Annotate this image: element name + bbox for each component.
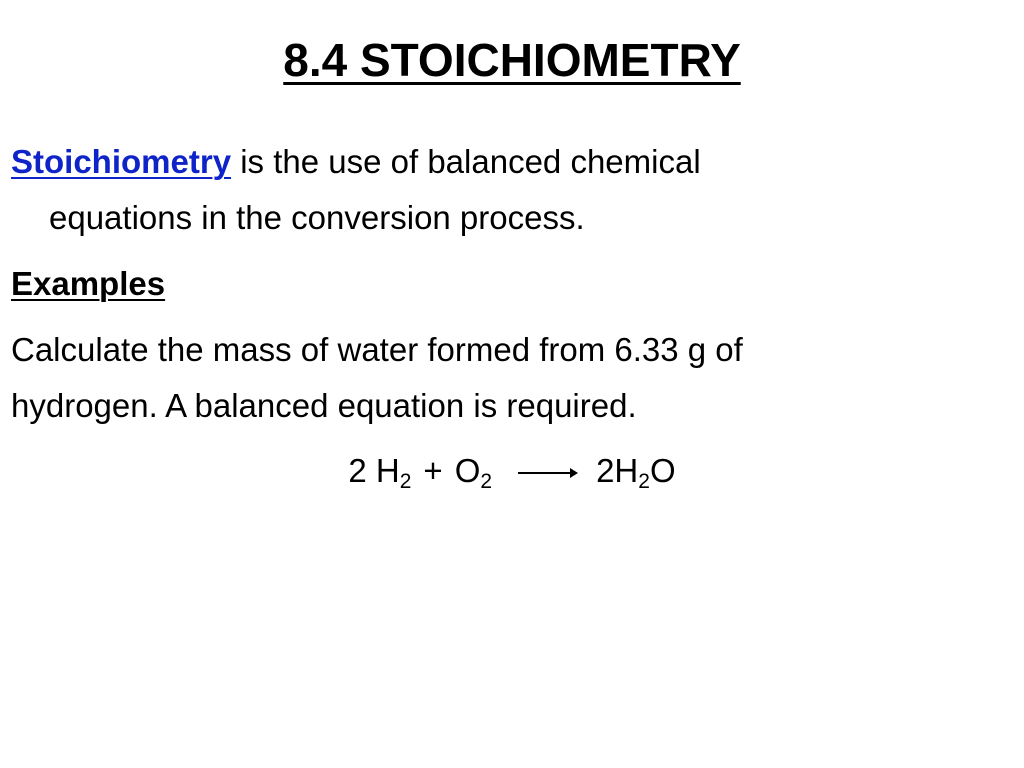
product-water-subscript: 2 — [638, 470, 650, 493]
title-text: 8.4 STOICHIOMETRY — [283, 34, 741, 86]
reactant-hydrogen — [348, 452, 412, 493]
definition-text-1: is the use of balanced chemical — [231, 143, 701, 180]
reactant-hydrogen-subscript: 2 — [399, 470, 412, 493]
problem-line-2: hydrogen. A balanced equation is required. — [11, 387, 637, 424]
examples-heading: Examples — [11, 265, 166, 302]
definition-line-1 — [11, 134, 1011, 190]
problem-line-1: Calculate the mass of water formed from 6.33 g of — [11, 331, 743, 368]
reactant-oxygen-subscript: 2 — [480, 470, 493, 493]
plus-sign: + — [423, 452, 443, 489]
chemical-equation — [0, 443, 1024, 499]
problem-paragraph — [11, 322, 1011, 434]
slide-title — [0, 28, 1024, 92]
definition-paragraph — [11, 134, 1011, 246]
product-water-prefix: 2H — [596, 452, 639, 489]
product-water — [596, 452, 676, 493]
product-water-suffix: O — [649, 452, 676, 489]
right-arrow-icon — [518, 465, 578, 481]
reactant-hydrogen-symbol: 2 H — [348, 452, 400, 489]
reactant-oxygen-symbol: O — [454, 452, 481, 489]
definition-line-2: equations in the conversion process. — [49, 199, 585, 236]
term-link[interactable]: Stoichiometry — [11, 143, 232, 180]
reactant-oxygen — [454, 452, 493, 493]
